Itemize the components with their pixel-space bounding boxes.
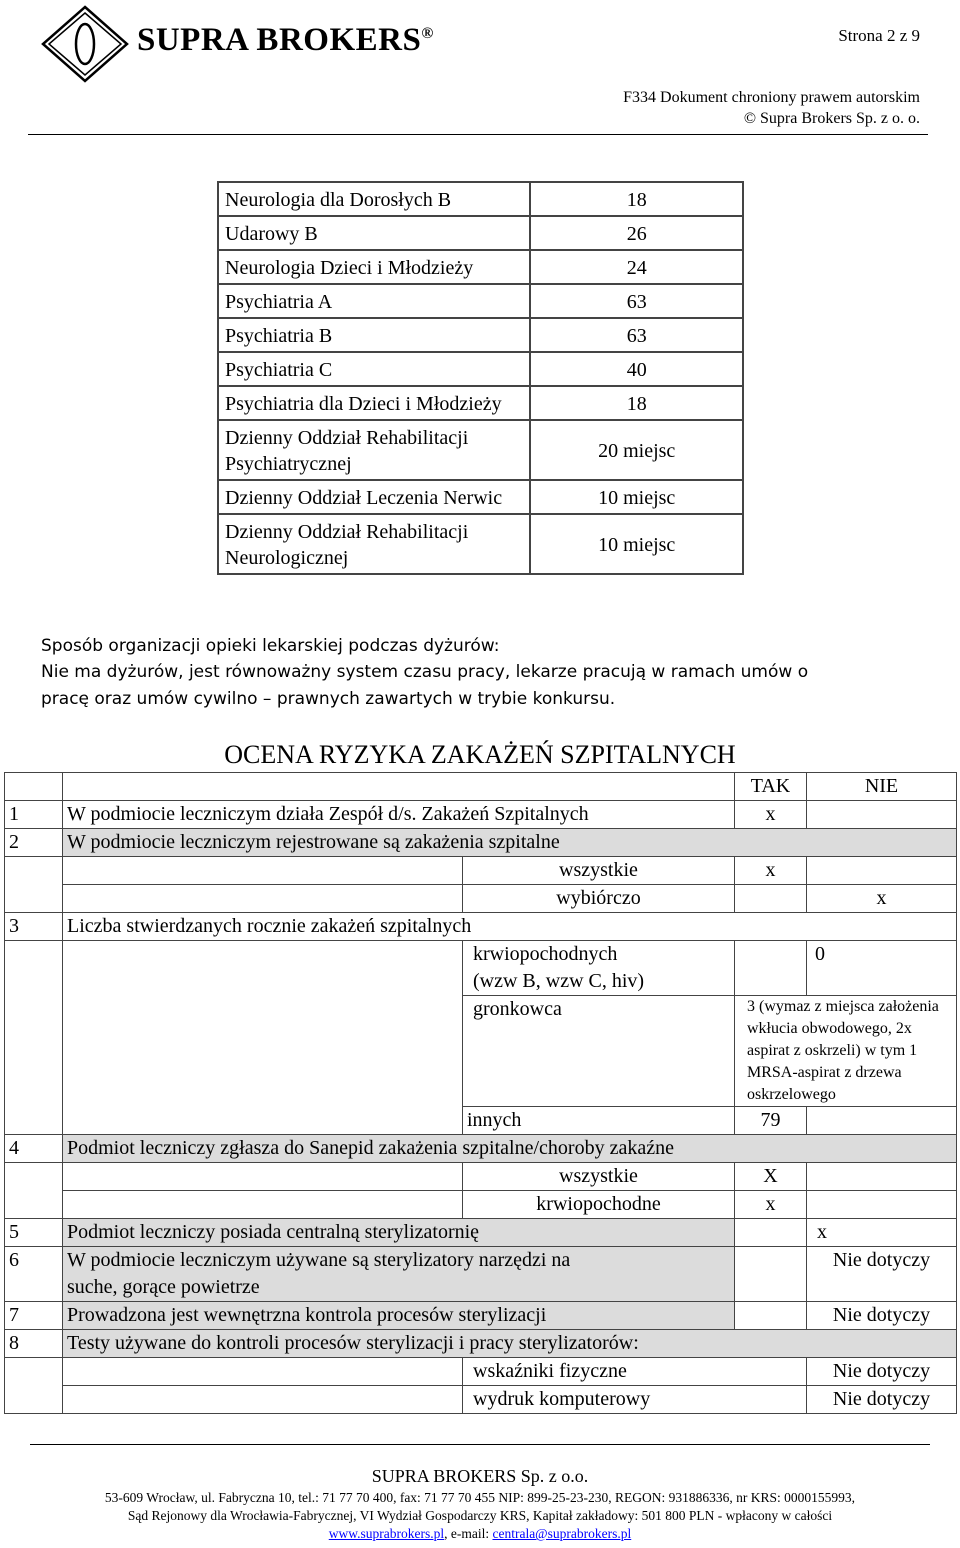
table-row: 5 Podmiot leczniczy posiada centralną sterylizatornię x: [5, 1219, 957, 1247]
copyright-notice: F334 Dokument chroniony prawem autorskim: [623, 89, 920, 106]
table-row: wskaźniki fizyczne Nie dotyczy: [5, 1358, 957, 1386]
table-row: gronkowca 3 (wymaz z miejsca założenia wkłucia obwodowego, 2x aspirat z oskrzeli) w tym 1 MRSA-aspirat z drzewa oskrzelowego: [5, 996, 957, 1107]
footer-court: Sąd Rejonowy dla Wrocławia-Fabrycznej, VI Wydział Gospodarczy KRS, Kapitał zakładowy: 501 800 PLN - wpłacony w całości: [127, 1508, 833, 1523]
table-row: Neurologia dla Dorosłych B 18: [218, 182, 743, 216]
table-row: 6 W podmiocie leczniczym używane są sterylizatory narzędzi na suche, gorące powietrze Nie dotyczy: [5, 1247, 957, 1302]
footer-company: SUPRA BROKERS Sp. z o.o.: [371, 1466, 589, 1486]
table-row: Udarowy B 26: [218, 216, 743, 250]
page-number: Strona 2 z 9: [838, 26, 920, 45]
table-row: Psychiatria A 63: [218, 284, 743, 318]
table-row: 4 Podmiot leczniczy zgłasza do Sanepid zakażenia szpitalne/choroby zakaźne: [5, 1135, 957, 1163]
table-row: Dzienny Oddział Leczenia Nerwic 10 miejsc: [218, 480, 743, 514]
table-row: Psychiatria C 40: [218, 352, 743, 386]
copyright-owner: © Supra Brokers Sp. z o. o.: [743, 110, 920, 127]
table-row: 1 W podmiocie leczniczym działa Zespół d/s. Zakażeń Szpitalnych x: [5, 801, 957, 829]
table-row: wybiórczo x: [5, 885, 957, 913]
table-row: 2 W podmiocie leczniczym rejestrowane są zakażenia szpitalne: [5, 829, 957, 857]
company-logo: [40, 4, 130, 84]
header-divider: [28, 134, 928, 135]
table-row: Psychiatria B 63: [218, 318, 743, 352]
table-row: krwiopochodnych (wzw B, wzw C, hiv) 0: [5, 941, 957, 996]
col-tak-header: TAK: [735, 773, 807, 801]
section-title: OCENA RYZYKA ZAKAŻEŃ SZPITALNYCH: [224, 740, 736, 769]
col-nie-header: NIE: [807, 773, 957, 801]
email-link[interactable]: centrala@suprabrokers.pl: [492, 1526, 632, 1541]
website-link[interactable]: www.suprabrokers.pl: [328, 1526, 445, 1541]
footer-contact: www.suprabrokers.pl, e-mail: centrala@suprabrokers.pl: [328, 1526, 632, 1541]
table-row: Neurologia Dzieci i Młodzieży 24: [218, 250, 743, 284]
footer-divider: [30, 1444, 930, 1445]
table-row: wszystkie x: [5, 857, 957, 885]
table-row: 3 Liczba stwierdzanych rocznie zakażeń szpitalnych: [5, 913, 957, 941]
table-row: Dzienny Oddział Rehabilitacji Psychiatrycznej 20 miejsc: [218, 420, 743, 480]
brand-name: SUPRA BROKERS®: [137, 22, 434, 58]
ward-beds-table: [217, 181, 744, 575]
table-row: wydruk komputerowy Nie dotyczy: [5, 1386, 957, 1414]
paragraph-heading: Sposób organizacji opieki lekarskiej podczas dyżurów:: [41, 636, 500, 656]
table-row: 8 Testy używane do kontroli procesów sterylizacji i pracy sterylizatorów:: [5, 1330, 957, 1358]
footer-address: 53-609 Wrocław, ul. Fabryczna 10, tel.: 71 77 70 400, fax: 71 77 70 455 NIP: 899-25-23-230, REGON: 931886336, nr KRS: 0000155993,: [104, 1490, 856, 1505]
paragraph-text-line: pracę oraz umów cywilno – prawnych zawartych w trybie konkursu.: [41, 689, 616, 709]
table-row: Psychiatria dla Dzieci i Młodzieży 18: [218, 386, 743, 420]
table-row: Dzienny Oddział Rehabilitacji Neurologicznej 10 miejsc: [218, 514, 743, 574]
table-row: wszystkie X: [5, 1163, 957, 1191]
paragraph-text-line: Nie ma dyżurów, jest równoważny system czasu pracy, lekarze pracują w ramach umów o: [41, 662, 809, 682]
table-row: innych 79: [5, 1107, 957, 1135]
table-header-row: [5, 773, 957, 801]
table-row: krwiopochodne x: [5, 1191, 957, 1219]
infection-risk-table: [4, 772, 957, 1414]
table-row: 7 Prowadzona jest wewnętrzna kontrola procesów sterylizacji Nie dotyczy: [5, 1302, 957, 1330]
